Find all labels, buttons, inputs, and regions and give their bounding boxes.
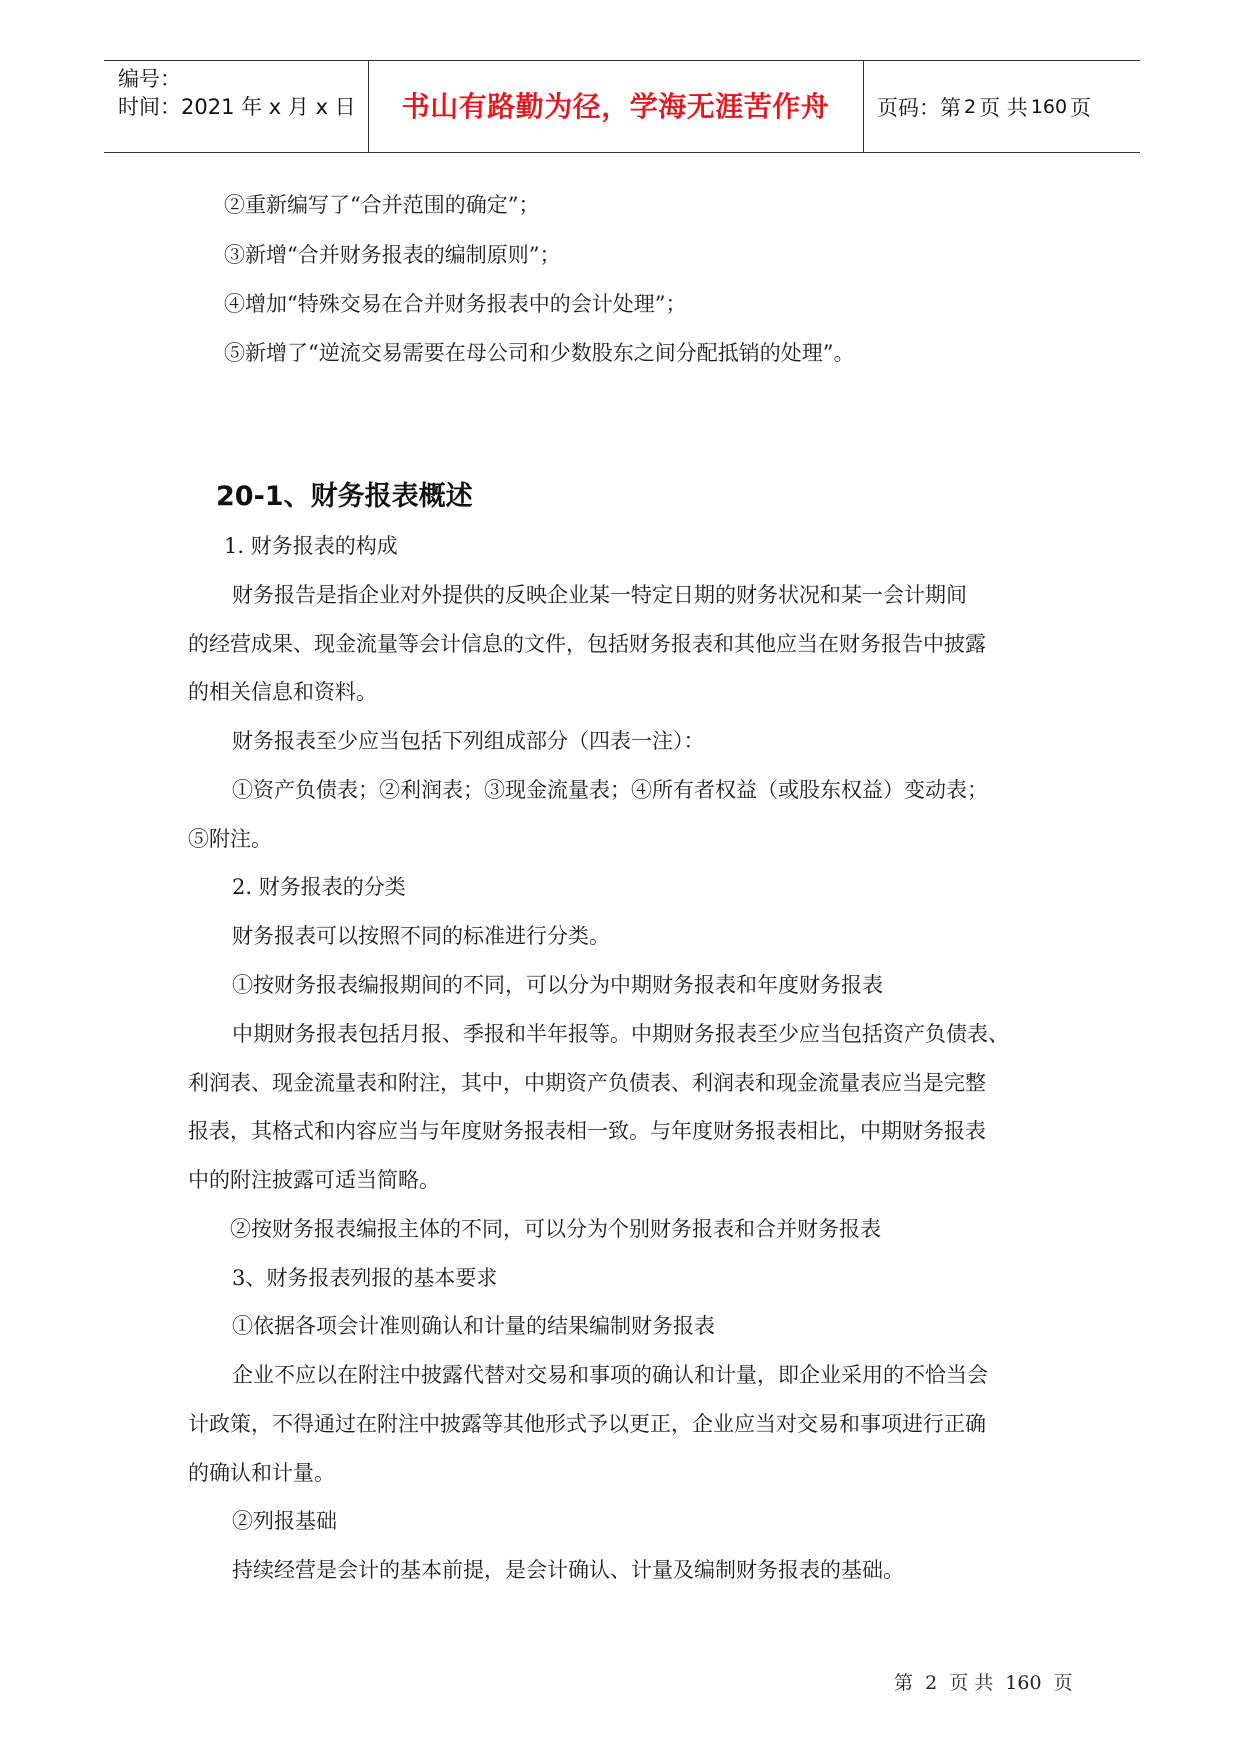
paragraph-line: ①资产负债表；②利润表；③现金流量表；④所有者权益（或股东权益）变动表； [232,778,988,802]
paragraph-line: 计政策，不得通过在附注中披露等其他形式予以更正，企业应当对交易和事项进行正确 [188,1412,986,1436]
document-number-label: 编号： [118,67,181,91]
header-page-cell [863,61,1140,152]
paragraph-line: 持续经营是会计的基本前提，是会计确认、计量及编制财务报表的基础。 [232,1558,904,1582]
paragraph-line: 的确认和计量。 [188,1461,335,1485]
paragraph-line: 报表，其格式和内容应当与年度财务报表相一致。与年度财务报表相比，中期财务报表 [188,1119,986,1143]
list-item: ③新增“合并财务报表的编制原则”； [224,243,561,267]
document-time-label: 时间：2021 年 x 月 x 日 [118,95,356,119]
header-motto: 书山有路勤为径，学海无涯苦作舟 [401,89,830,123]
page-footer [894,1668,1073,1695]
list-item: ②重新编写了“合并范围的确定”； [224,193,540,217]
paragraph-line: ①按财务报表编报期间的不同，可以分为中期财务报表和年度财务报表 [232,973,883,997]
paragraph-line: ②列报基础 [232,1509,337,1533]
list-item: ⑤新增了“逆流交易需要在母公司和少数股东之间分配抵销的处理”。 [224,341,855,365]
list-item: ④增加“特殊交易在合并财务报表中的会计处理”； [224,292,687,316]
header-page-suffix: 页 [1070,95,1092,120]
subsection-title: 1. 财务报表的构成 [224,534,398,558]
paragraph-line: 的相关信息和资料。 [188,680,377,704]
page-header [104,60,1140,153]
paragraph-line: 的经营成果、现金流量等会计信息的文件，包括财务报表和其他应当在财务报告中披露 [188,632,986,656]
subsection-title: 2. 财务报表的分类 [232,875,406,899]
header-motto-cell [368,61,864,152]
paragraph-line: 财务报表可以按照不同的标准进行分类。 [232,924,610,948]
paragraph-line: 中期财务报表包括月报、季报和半年报等。中期财务报表至少应当包括资产负债表、 [232,1022,1009,1046]
paragraph-line: ⑤附注。 [188,827,272,851]
footer-page-total: 160 [1005,1672,1042,1694]
subsection-title: 3、财务报表列报的基本要求 [232,1266,498,1290]
footer-page-mid: 页 共 [949,1672,994,1694]
paragraph-line: 利润表、现金流量表和附注，其中，中期资产负债表、利润表和现金流量表应当是完整 [188,1071,986,1095]
section-heading: 20-1、财务报表概述 [216,481,473,512]
header-page-total: 160 [1030,95,1068,118]
paragraph-line: 财务报告是指企业对外提供的反映企业某一特定日期的财务状况和某一会计期间 [232,583,967,607]
paragraph-line: 财务报表至少应当包括下列组成部分（四表一注）： [232,729,705,753]
header-page-mid: 页 共 [979,95,1028,120]
header-page-prefix: 页码：第 [877,95,961,120]
header-info-cell [104,61,369,152]
paragraph-line: ②按财务报表编报主体的不同，可以分为个别财务报表和合并财务报表 [230,1217,881,1241]
paragraph-line: 企业不应以在附注中披露代替对交易和事项的确认和计量，即企业采用的不恰当会 [232,1363,988,1387]
footer-page-prefix: 第 [894,1672,914,1694]
paragraph-line: 中的附注披露可适当简略。 [188,1168,440,1192]
header-page-current: 2 [964,95,977,118]
paragraph-line: ①依据各项会计准则确认和计量的结果编制财务报表 [232,1314,715,1338]
footer-page-current: 2 [925,1672,938,1694]
footer-page-suffix: 页 [1053,1672,1073,1694]
